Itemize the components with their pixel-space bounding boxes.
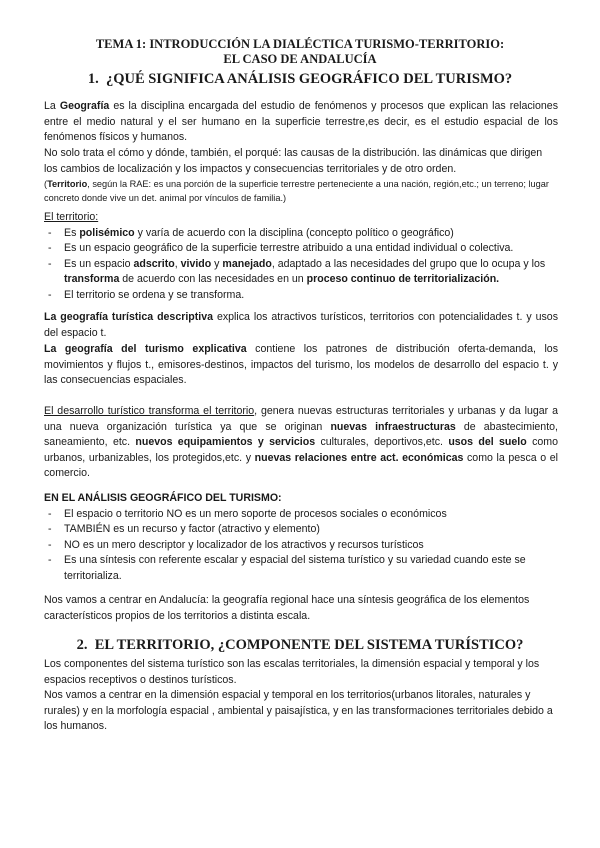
intro-paragraph-1 [44,99,558,146]
paragraph-text: , genera nuevas estructuras territoriales y urbanas y da lugar a una nueva organización turística ya que se originan [44,405,558,433]
territorio-term: Territorio [47,179,88,189]
document-title-line-2: EL CASO DE ANDALUCÍA [223,52,377,66]
desarrollo-paragraph [44,404,558,482]
analisis-heading: EN EL ANÁLISIS GEOGRÁFICO DEL TURISMO: [44,492,282,504]
territorio-heading: El territorio: [44,211,99,223]
list-item: - El espacio o territorio NO es un mero soporte de procesos sociales o económicos [44,507,558,523]
paragraph-text: explica los atractivos turísticos, territorios con potencialidades t. y usos del espacio t. [44,311,558,339]
geografia-explicativa-paragraph [44,342,558,389]
item-text: y [211,257,223,270]
equipamientos-term: nuevos equipamientos y servicios [135,436,316,449]
paragraph-text: como la pesca o el comercio. [44,451,558,480]
section-2-title: EL TERRITORIO, ¿COMPONENTE DEL SISTEMA TURÍSTICO? [94,637,524,653]
paragraph-text: contiene los patrones de distribución oferta-demanda, los movimientos y flujos t., emisores-destinos, impactos del turismo, los modelos de desarrollo del espacio t. y las consecuencias espaciales. [44,343,559,387]
section-1-heading [0,70,600,88]
intro-text: La [44,100,60,112]
list-item [44,257,558,288]
section-1-title: ¿QUÉ SIGNIFICA ANÁLISIS GEOGRÁFICO DEL TURISMO? [105,71,513,87]
componentes-paragraph-1: Los componentes del sistema turístico son las escalas territoriales, la dimensión espacial y temporal y los espacios receptivos o destinos turísticos. [44,658,540,686]
intro-text: es la disciplina encargada del estudio de fenómenos y procesos que explican las relaciones entre el medio natural y el ser humano en la superficie terrestre,es decir, es el estudio espacial de los fenómenos físicos y humanos. [44,100,558,144]
infraestructuras-term: nuevas infraestructuras [330,420,456,433]
document-title-line-1: TEMA 1: INTRODUCCIÓN LA DIALÉCTICA TURISMO-TERRITORIO: [95,37,505,51]
item-text: y varía de acuerdo con la disciplina (concepto político o geográfico) [134,226,454,239]
list-item: - NO es un mero descriptor y localizador de los atractivos y recursos turísticos [44,538,558,554]
list-item [44,226,558,242]
analisis-list [44,507,558,585]
explicativa-term: La geografía del turismo explicativa [44,343,247,355]
paragraph-text: como urbanos, urbanizables, los protegidos,etc. y [44,436,558,464]
list-item: - TAMBIÉN es un recurso y factor (atractivo y elemento) [44,522,558,538]
vivido-term: vivido [180,257,212,270]
intro-paragraph-2: No solo trata el cómo y dónde, también, el porqué: las causas de la distribución. las dinámicas que dirigen los cambios de localización y los impactos y consecuencias territoriales y de otro orden. [44,147,543,175]
definition-text: , según la RAE: es una porción de la superficie terrestre perteneciente a una nación, región,etc.; un terreno; lugar concreto donde vive un det. animal por vínculos de familia.) [44,179,549,203]
andalucia-paragraph: Nos vamos a centrar en Andalucía: la geografía regional hace una síntesis geográfica de los elementos característicos propios de los territorios a distinta escala. [44,594,530,622]
transforma-term: transforma [64,273,120,286]
territorio-list [44,226,558,304]
desarrollo-underlined: El desarrollo turístico transforma el territorio [44,405,255,417]
definition-text: ( [44,179,48,189]
territorio-section [44,210,558,304]
section-2-number: 2. [76,637,88,653]
componentes-paragraph-2: Nos vamos a centrar en la dimensión espacial y temporal en los territorios(urbanos litorales, naturales y rurales) y en la morfología espacial , ambiental y paisajística, y en las transformaciones territoriales debido a los humanos. [44,689,553,733]
relaciones-term: nuevas relaciones entre act. económicas [254,451,464,464]
list-item: - El territorio se ordena y se transforma. [44,288,558,304]
territorio-definition [44,178,558,205]
section-2-heading [0,636,600,654]
item-text: , adaptado a las necesidades del grupo que lo ocupa y los [271,257,546,270]
item-text: Es un espacio [64,257,134,270]
item-text: , [174,257,181,270]
paragraph-text: de abastecimiento, saneamiento, etc. [44,420,558,449]
adscrito-term: adscrito [133,257,175,270]
list-item: - Es un espacio geográfico de la superficie terrestre atribuido a una entidad individual o colectiva. [44,241,558,257]
list-item: - Es una síntesis con referente escalar y espacial del sistema turístico y su variedad cuando este se territorializa. [44,553,558,584]
geografia-descriptiva-paragraph [44,310,558,341]
territorializacion-term: proceso continuo de territorialización. [306,273,500,286]
paragraph-text: culturales, deportivos,etc. [315,436,449,449]
analisis-section [44,491,558,585]
polisemico-term: polisémico [79,226,135,239]
manejado-term: manejado [222,257,272,270]
descriptiva-term: La geografía turística descriptiva [44,311,214,323]
item-text: de acuerdo con las necesidades en un [119,273,307,286]
usos-suelo-term: usos del suelo [448,436,527,449]
section-1-number: 1. [87,71,99,87]
item-text: Es [64,226,80,239]
geografia-term: Geografía [59,100,110,112]
